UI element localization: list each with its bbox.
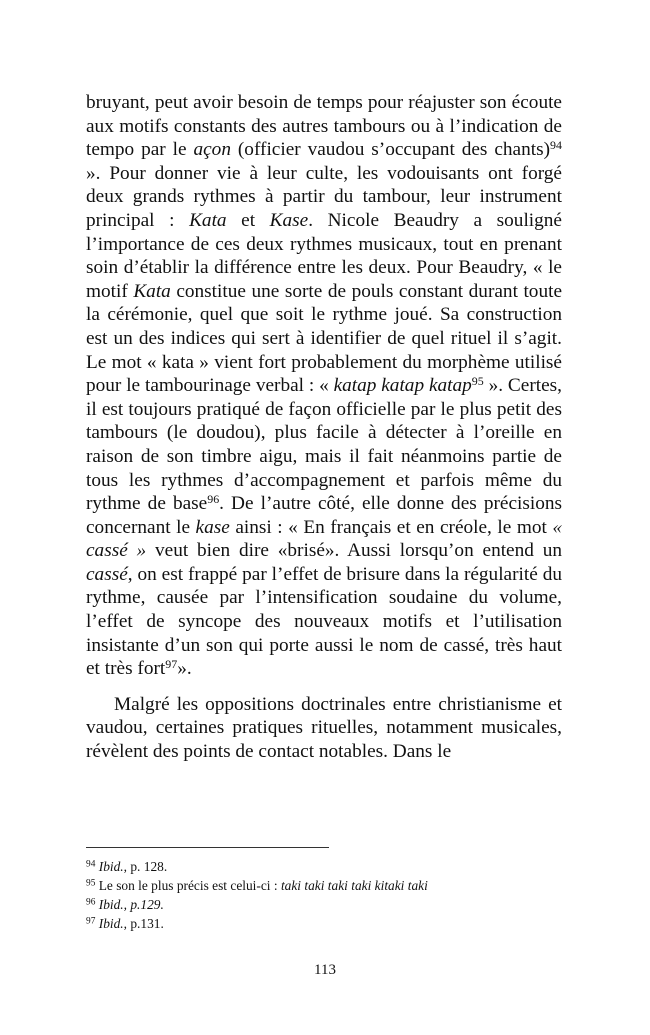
text-run: et [226, 209, 270, 231]
text-run: constitue une sorte de pouls constant durant toute la cérémonie, quel que soit le rythme joué. Sa construction est un des indices qui sert à identifier de quel rituel il s’agit. Le mot « kata » vient fort probablement du morphème utilisé pour le tambourinage verbal : « [86, 280, 563, 397]
paragraph [86, 693, 562, 764]
footnote-text [99, 897, 164, 912]
footnote [86, 857, 562, 876]
footnote-number: 97 [86, 916, 96, 927]
body-text [86, 91, 562, 764]
text-run: , p.131. [123, 916, 164, 931]
footnote-text [99, 878, 428, 893]
text-run: (officier vaudou s’occupant des chants) [230, 139, 551, 161]
italic-text: Kase [269, 209, 309, 231]
footnote-separator [86, 847, 329, 848]
text-run: veut bien dire «brisé». Aussi lorsqu’on entend un [146, 540, 562, 562]
italic-text: Kata [189, 209, 227, 231]
text-run: bruyant, peut avoir besoin de temps pour réajuster son écoute aux motifs constants des autres tambours ou à l’indication de tempo par le [86, 92, 562, 161]
italic-text: Ibid. [98, 859, 124, 874]
italic-text: Kata [133, 280, 171, 302]
footnote [86, 876, 562, 895]
italic-text: Ibid., p.129. [98, 897, 164, 912]
footnote [86, 914, 562, 933]
italic-text: cassé [86, 563, 128, 585]
footnote-number: 95 [86, 878, 96, 889]
italic-text: Ibid. [98, 916, 124, 931]
text-run: ». [177, 658, 192, 680]
footnote-ref: 94 [550, 138, 562, 153]
footnotes [86, 857, 562, 933]
text-run: . De l’autre côté, elle donne des précisions concernant le [86, 493, 563, 538]
italic-text: açon [193, 139, 231, 161]
footnote-ref: 97 [165, 657, 178, 672]
italic-text: taki taki taki taki kitaki taki [280, 878, 428, 893]
italic-text: kase [195, 516, 230, 538]
text-run: . Nicole Beaudry a souligné l’importance de ces deux rythmes musicaux, tout en prenant soin d’établir la différence entre les deux. Pour Beaudry, « le motif [86, 209, 562, 302]
italic-text: katap katap katap [333, 375, 472, 397]
footnote-number: 94 [86, 859, 96, 870]
footnote [86, 895, 562, 914]
text-run: ainsi : « En français et en créole, le mot [229, 516, 553, 538]
footnote-text [99, 859, 167, 874]
text-run: ». Certes, il est toujours pratiqué de façon officielle par le plus petit des tambours (le doudou), plus facile à détecter à l’oreille en raison de son timbre aigu, mais il fait néanmoins partie de tous les rythmes d’accompagnement et parfois même du rythme de base [86, 375, 562, 515]
text-run: ». Pour donner vie à leur culte, les vodouisants ont forgé deux grands rythmes à partir du tambour, leur instrument principal : [86, 162, 562, 231]
paragraph [86, 91, 562, 681]
page-number: 113 [314, 962, 336, 978]
text-run: Malgré les oppositions doctrinales entre christianisme et vaudou, certaines pratiques rituelles, notamment musicales, révèlent des points de contact notables. Dans le [86, 693, 562, 763]
text-run: Le son le plus précis est celui-ci : [98, 878, 281, 893]
footnote-number: 96 [86, 897, 96, 908]
text-run: , p. 128. [123, 859, 168, 874]
footnote-ref: 95 [471, 374, 484, 389]
footnote-text [99, 916, 164, 931]
italic-text: « cassé » [86, 516, 562, 562]
footnote-ref: 96 [207, 492, 220, 507]
text-run: , on est frappé par l’effet de brisure dans la régularité du rythme, causée par l’intensification soudaine du volume, l’effet de syncope des nouveaux motifs et l’utilisation insistante d’un son qui porte aussi le nom de cassé, très haut et très fort [86, 563, 562, 680]
